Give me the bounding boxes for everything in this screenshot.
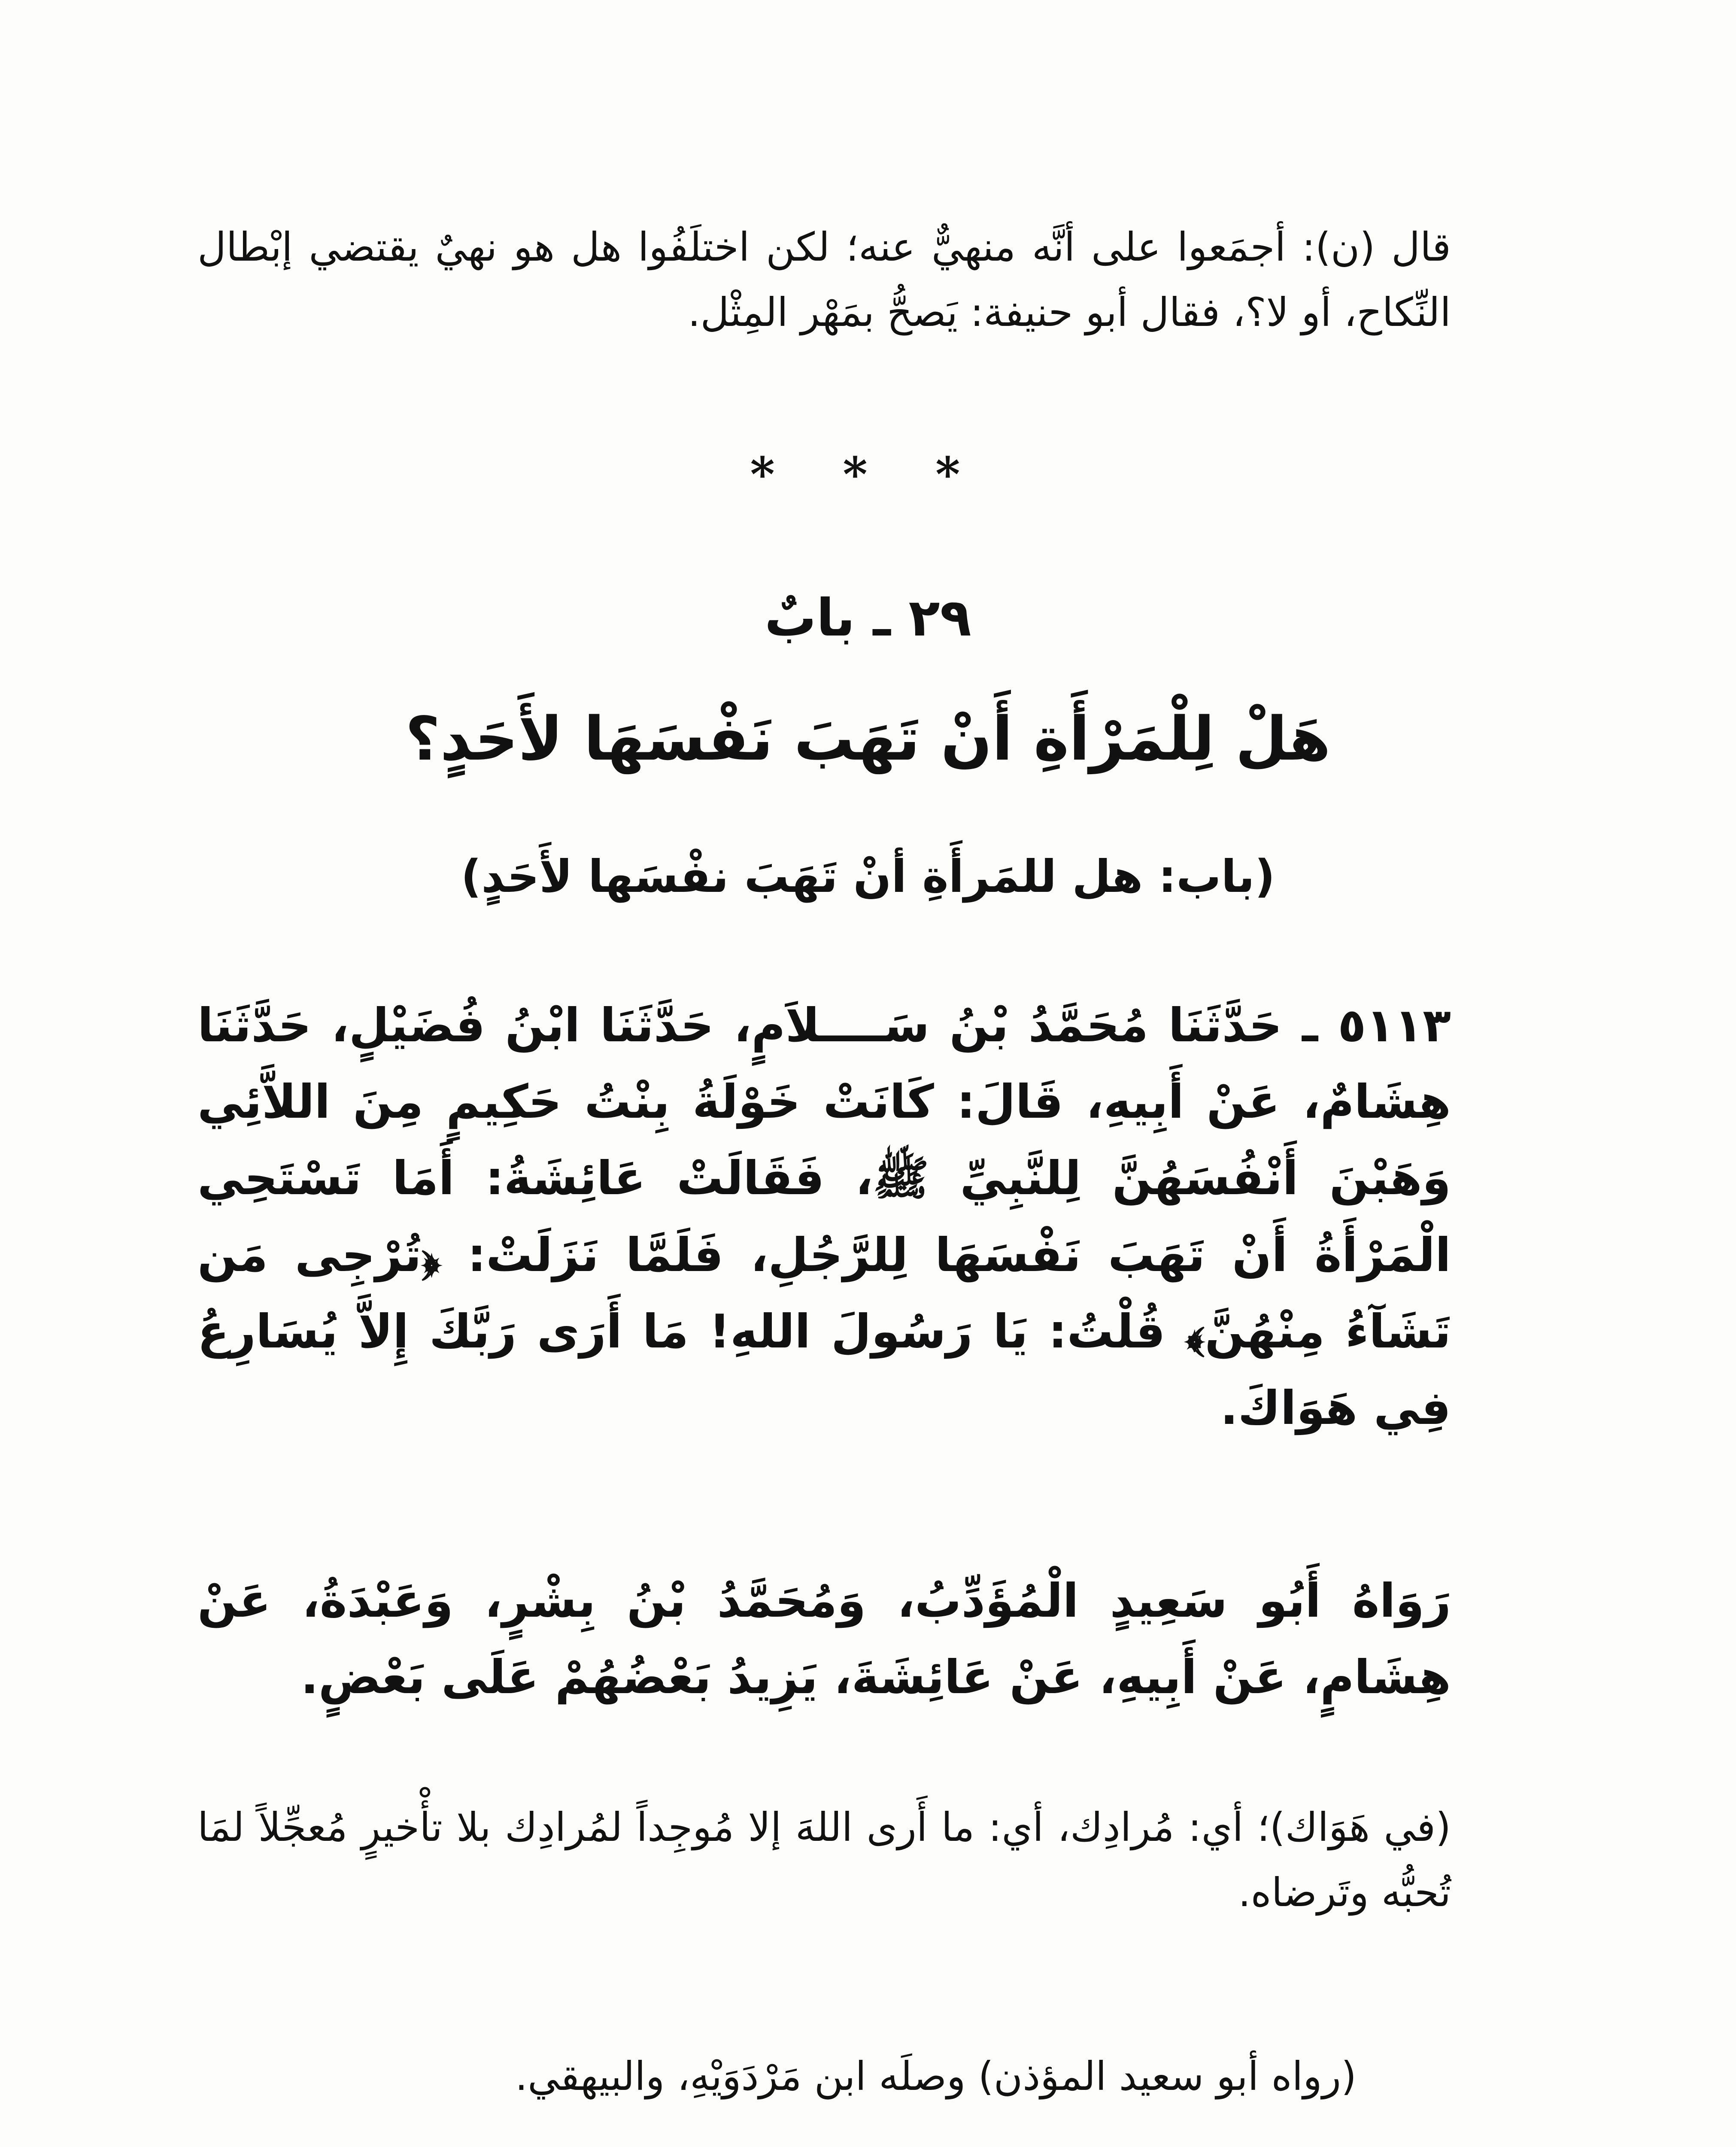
bab-heading: (باب: هل للمَرأَةِ أنْ تَهَبَ نفْسَها لأَحَدٍ) xyxy=(461,850,1275,903)
commentary-note-1: (رواه أبو سعيد المؤذن) وصلَه ابن مَرْدَوَيْهِ، والبيهقي. xyxy=(515,2053,1357,2099)
hadith-paragraph: ٥١١٣ ـ حَدَّثَنَا مُحَمَّدُ بْنُ سَــــلاَمٍ، حَدَّثَنَا ابْنُ فُضَيْلٍ، حَدَّثَنَا هِشَامٌ، عَنْ أَبِيهِ، قَالَ: كَانَتْ خَوْلَةُ بِنْتُ حَكِيمٍ مِنَ اللاَّئِي وَهَبْنَ أَنْفُسَهُنَّ لِلنَّبِيِّ ﷺ، فَقَالَتْ عَائِشَةُ: أَمَا تَسْتَحِي الْمَرْأَةُ أَنْ تَهَبَ نَفْسَهَا لِلرَّجُلِ، فَلَمَّا نَزَلَتْ: ﴿تُرْجِى مَن تَشَآءُ مِنْهُنَّ﴾ قُلْتُ: يَا رَسُولَ اللهِ! مَا أَرَى رَبَّكَ إِلاَّ يُسَارِعُ فِي هَوَاكَ. xyxy=(197,999,1451,1435)
top-commentary-paragraph: قال (ن): أجمَعوا على أنَّه منهيٌّ عنه؛ لكن اختلَفُوا هل هو نهيٌ يقتضي إبْطال النِّكاح، أو لا؟، فقال أبو حنيفة: يَصحُّ بمَهْر المِثْل. xyxy=(197,224,1451,335)
narration-note-paragraph: رَوَاهُ أَبُو سَعِيدٍ الْمُؤَدِّبُ، وَمُحَمَّدُ بْنُ بِشْرٍ، وَعَبْدَةُ، عَنْ هِشَامٍ، عَنْ أَبِيهِ، عَنْ عَائِشَةَ، يَزِيدُ بَعْضُهُمْ عَلَى بَعْضٍ. xyxy=(197,1574,1451,1705)
explanation-paragraph: (في هَوَاك)؛ أي: مُرادِك، أي: ما أَرى اللهَ إلا مُوجِداً لمُرادِك بلا تأْخيرٍ مُعجِّلاً لمَا تُحبُّه وتَرضاه. xyxy=(197,1804,1451,1916)
chapter-title: هَلْ لِلْمَرْأَةِ أَنْ تَهَبَ نَفْسَهَا لأَحَدٍ؟ xyxy=(405,704,1331,774)
section-separator: * * * xyxy=(750,447,986,502)
chapter-number: ٢٩ ـ بابٌ xyxy=(765,588,971,648)
